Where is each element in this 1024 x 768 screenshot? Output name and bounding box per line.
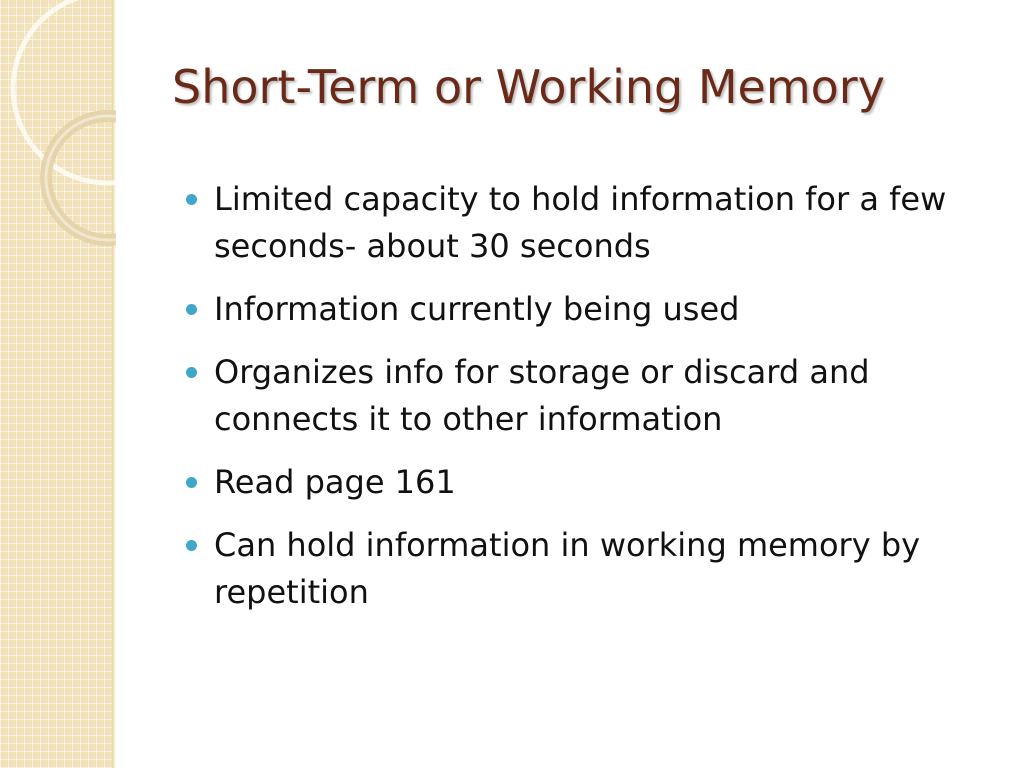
bullet-text: Read page 161 [214, 463, 456, 501]
decorative-rings [0, 0, 116, 260]
bullet-text: Information currently being used [214, 290, 740, 328]
bullet-item [186, 286, 996, 333]
bullet-marker [186, 540, 197, 551]
bullet-marker [186, 367, 197, 378]
bullet-item [186, 176, 996, 270]
decorative-ring-large [13, 0, 116, 183]
bullet-marker [186, 194, 197, 205]
bullet-text: Organizes info for storage or discard and connects it to other information [214, 353, 870, 438]
bullet-marker [186, 304, 197, 315]
bullet-text: Can hold information in working memory by repetition [214, 526, 921, 611]
bullet-text: Limited capacity to hold information for a few seconds- about 30 seconds [214, 180, 947, 265]
bullet-marker [186, 477, 197, 488]
bullet-list [186, 176, 996, 632]
bullet-item [186, 522, 996, 616]
bullet-item [186, 459, 996, 506]
slide-title: Short-Term or Working Memory [172, 60, 885, 114]
bullet-item [186, 349, 996, 443]
